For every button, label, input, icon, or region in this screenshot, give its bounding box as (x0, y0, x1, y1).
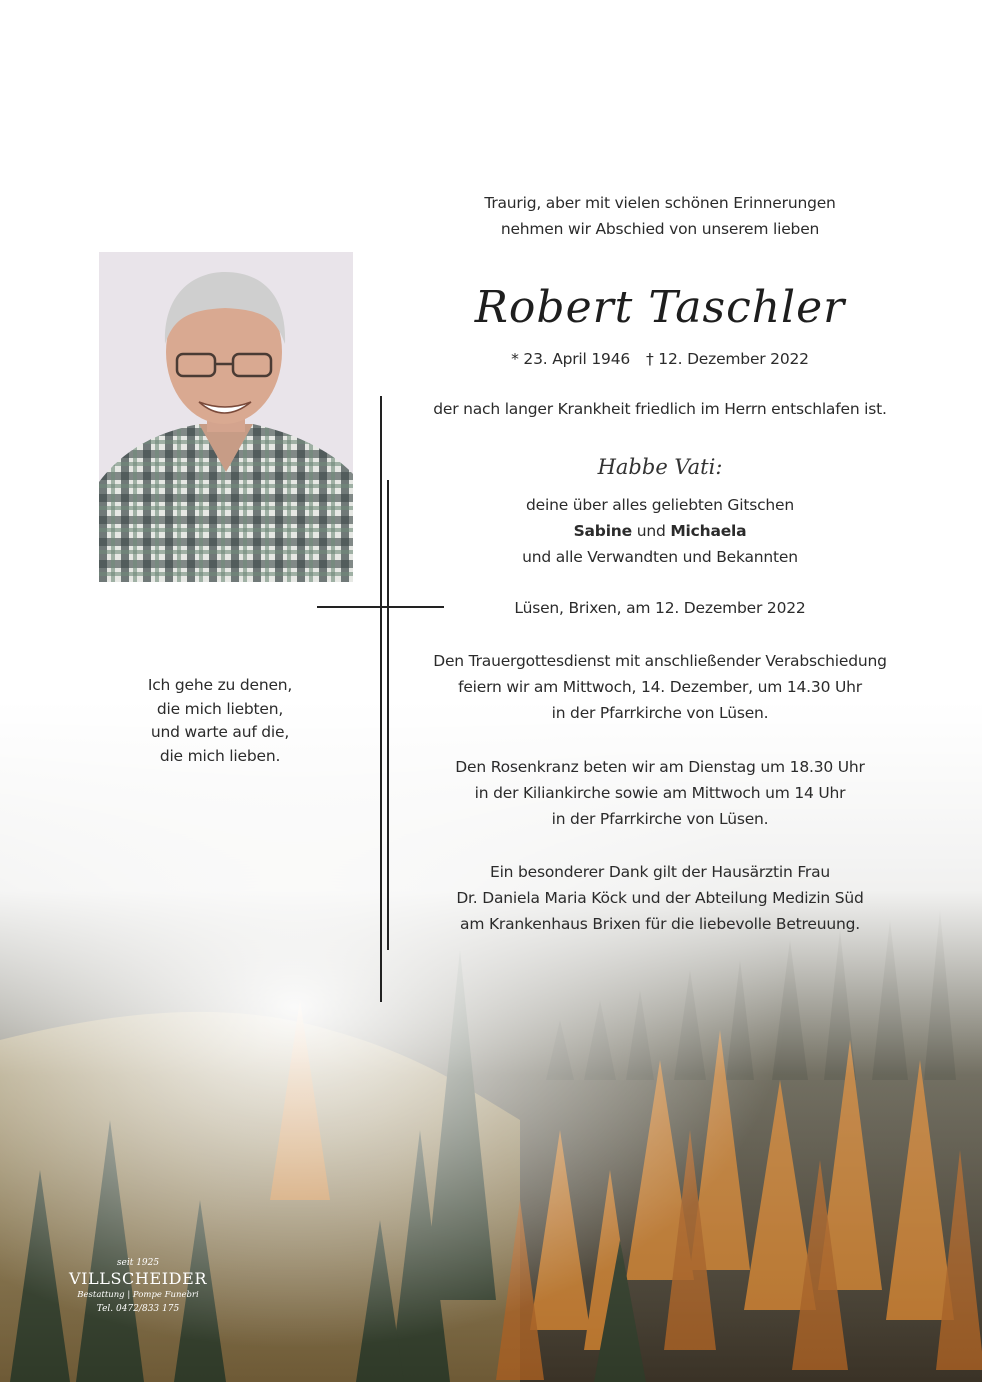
passed-away-text: der nach langer Krankheit friedlich im Herrn entschlafen ist. (433, 400, 887, 418)
funeral-home-logo (62, 1258, 214, 1317)
logo-phone: Tel. 0472/833 175 (96, 1304, 180, 1314)
poem-line-4: die mich lieben. (159, 746, 281, 765)
poem (110, 674, 330, 768)
thanks-text (430, 859, 890, 937)
thanks-line-1: Ein besonderer Dank gilt der Hausärztin Frau (489, 863, 831, 881)
service-line-1: Den Trauergottesdienst mit anschließender Verabschiedung (433, 652, 887, 670)
mourners-names (430, 518, 890, 544)
thanks-line-3: am Krankenhaus Brixen für die liebevolle Betreuung. (460, 915, 860, 933)
portrait-photo (99, 252, 353, 582)
logo-since: seit 1925 (116, 1258, 160, 1268)
poem-line-2: die mich liebten, (156, 699, 284, 718)
rosary-line-3: in der Pfarrkirche von Lüsen. (551, 810, 769, 828)
rosary-line-1: Den Rosenkranz beten wir am Dienstag um 18.30 Uhr (455, 758, 865, 776)
cross-vertical-line-inner (387, 480, 389, 950)
life-dates (430, 346, 890, 372)
service-line-2: feiern wir am Mittwoch, 14. Dezember, um 14.30 Uhr (458, 678, 862, 696)
birth-date: * 23. April 1946 (511, 350, 631, 368)
mourner-name-1: Sabine (573, 522, 632, 540)
mourners-line-1: deine über alles geliebten Gitschen (525, 496, 795, 514)
rosary-line-2: in der Kiliankirche sowie am Mittwoch um 14 Uhr (474, 784, 846, 802)
logo-subtitle: Bestattung | Pompe Funebri (77, 1290, 199, 1300)
cross-horizontal-line (317, 606, 444, 608)
mourner-name-2: Michaela (670, 522, 747, 540)
poem-line-1: Ich gehe zu denen, (147, 676, 293, 694)
mourners-line-3: und alle Verwandten und Bekannten (522, 548, 798, 566)
mourners-heading: Habbe Vati: (597, 455, 723, 479)
place-date: Lüsen, Brixen, am 12. Dezember 2022 (514, 599, 806, 617)
death-date: † 12. Dezember 2022 (646, 350, 809, 368)
deceased-name: Robert Taschler (474, 282, 846, 333)
mourners-connector: und (631, 522, 671, 540)
intro-line-2: nehmen wir Abschied von unserem lieben (500, 220, 820, 238)
intro-text (430, 190, 890, 242)
service-line-3: in der Pfarrkirche von Lüsen. (551, 704, 769, 722)
intro-line-1: Traurig, aber mit vielen schönen Erinnerungen (484, 194, 836, 212)
mourners-list (430, 492, 890, 570)
thanks-line-2: Dr. Daniela Maria Köck und der Abteilung Medizin Süd (456, 889, 864, 907)
logo-brand: VILLSCHEIDER (68, 1269, 208, 1288)
funeral-service-info (430, 648, 890, 726)
rosary-info (430, 754, 890, 832)
poem-line-3: und warte auf die, (150, 723, 290, 741)
cross-vertical-line (380, 396, 382, 1002)
